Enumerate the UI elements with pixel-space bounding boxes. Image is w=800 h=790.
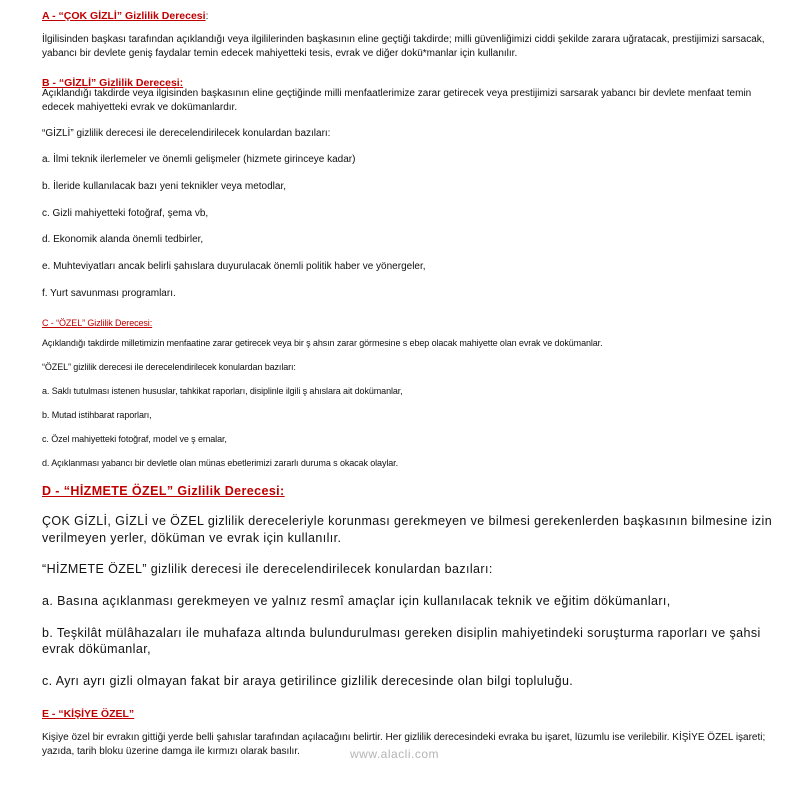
section-b-colon: :	[179, 78, 184, 89]
section-b-item: c. Gizli mahiyetteki fotoğraf, şema vb,	[42, 208, 209, 219]
section-a-title: A - “ÇOK GİZLİ” Gizlilik Derecesi	[42, 10, 206, 22]
section-d-intro: “HİZMETE ÖZEL” gizlilik derecesi ile derecelendirilecek konulardan bazıları:	[42, 562, 493, 576]
section-e-title: E - “KİŞİYE ÖZEL”	[42, 708, 135, 720]
section-a-colon: :	[205, 11, 209, 22]
section-d-title: D - “HİZMETE ÖZEL” Gizlilik Derecesi:	[42, 484, 285, 498]
section-b-item: e. Muhteviyatları ancak belirli şahıslara duyurulacak önemli politik haber ve yönergeler,	[42, 261, 426, 272]
section-e-body: Kişiye özel bir evrakın gittiği yerde belli şahıslar tarafından açılacağını belirtir. Her gizlilik derecesindeki evraka bu işaret, lüzumlu ise verilebilir. KİŞİYE ÖZEL işareti; yazıda, tarih bloku üzerine damga ile kırmızı olarak basılır.	[42, 732, 766, 757]
section-b-body: Açıklandığı takdirde veya ilgisinden başkasının eline geçtiğinde milli menfaatlerimize zarar getirecek veya prestijimizi sarsarak yabancı bir devlete menfaat temin edecek mahiyetteki evrak ve dokümanlardır.	[42, 88, 752, 113]
section-c-item: b. Mutad istihbarat raporları,	[42, 410, 152, 420]
section-b-item: f. Yurt savunması programları.	[42, 288, 176, 299]
section-b-item: a. İlmi teknik ilerlemeler ve önemli gelişmeler (hizmete girinceye kadar)	[42, 154, 356, 165]
section-c-intro: “ÖZEL” gizlilik derecesi ile derecelendirilecek konulardan bazıları:	[42, 362, 296, 372]
section-d-item: a. Basına açıklanması gerekmeyen ve yalnız resmî amaçlar için kullanılacak teknik ve eğitim dökümanları,	[42, 594, 671, 608]
section-c-item: c. Özel mahiyetteki fotoğraf, model ve ş emalar,	[42, 434, 227, 444]
section-c-title: C - “ÖZEL” Gizlilik Derecesi:	[42, 318, 153, 328]
section-c-item: d. Açıklanması yabancı bir devletle olan münas ebetlerimizi zararlı duruma s okacak olaylar.	[42, 458, 398, 468]
section-e-heading	[42, 704, 134, 722]
section-b-intro: “GİZLİ” gizlilik derecesi ile derecelendirilecek konulardan bazıları:	[42, 128, 331, 139]
section-a-body: İlgilisinden başkası tarafından açıklandığı veya ilgililerinden başkasının eline geçtiği takdirde; milli güvenliğimizi ciddi şekilde zarara uğratacak, prestijimizi sarsacak, yabancı bir devlete geniş faydalar temin edecek mahiyetteki tesis, evrak ve diğer dokü*manlar için kullanılır.	[42, 34, 765, 59]
section-d-body: ÇOK GİZLİ, GİZLİ ve ÖZEL gizlilik dereceleriyle korunması gerekmeyen ve bilmesi gerekenlerden başkasının bilmesine izin verilmeyen yerler, döküman ve evrak için kullanılır.	[42, 514, 773, 545]
section-a-heading	[42, 6, 208, 24]
section-c-body: Açıklandığı takdirde milletimizin menfaatine zarar getirecek veya bir ş ahsın zarar görmesine s ebep olacak mahiyette olan evrak ve dokümanlar.	[42, 338, 603, 348]
section-b-item: b. İleride kullanılacak bazı yeni teknikler veya metodlar,	[42, 181, 287, 192]
section-d-item: b. Teşkilât mülâhazaları ile muhafaza altında bulundurulması gereken disiplin mahiyetindeki soruşturma raporları ve şahsi evrak dökümanlar,	[42, 626, 761, 656]
section-d-heading	[42, 482, 285, 500]
section-c-item: a. Saklı tutulması istenen hususlar, tahkikat raporları, disiplinle ilgili ş ahıslara ait dokümanlar,	[42, 386, 403, 396]
section-c-heading	[42, 313, 152, 331]
section-b-title: B - “GİZLİ” Gizlilik Derecesi	[42, 77, 180, 89]
section-d-item: c. Ayrı ayrı gizli olmayan fakat bir araya getirilince gizlilik derecesinde olan bilgi topluluğu.	[42, 674, 574, 688]
watermark: www.alacli.com	[350, 747, 440, 761]
section-b-item: d. Ekonomik alanda önemli tedbirler,	[42, 234, 204, 245]
